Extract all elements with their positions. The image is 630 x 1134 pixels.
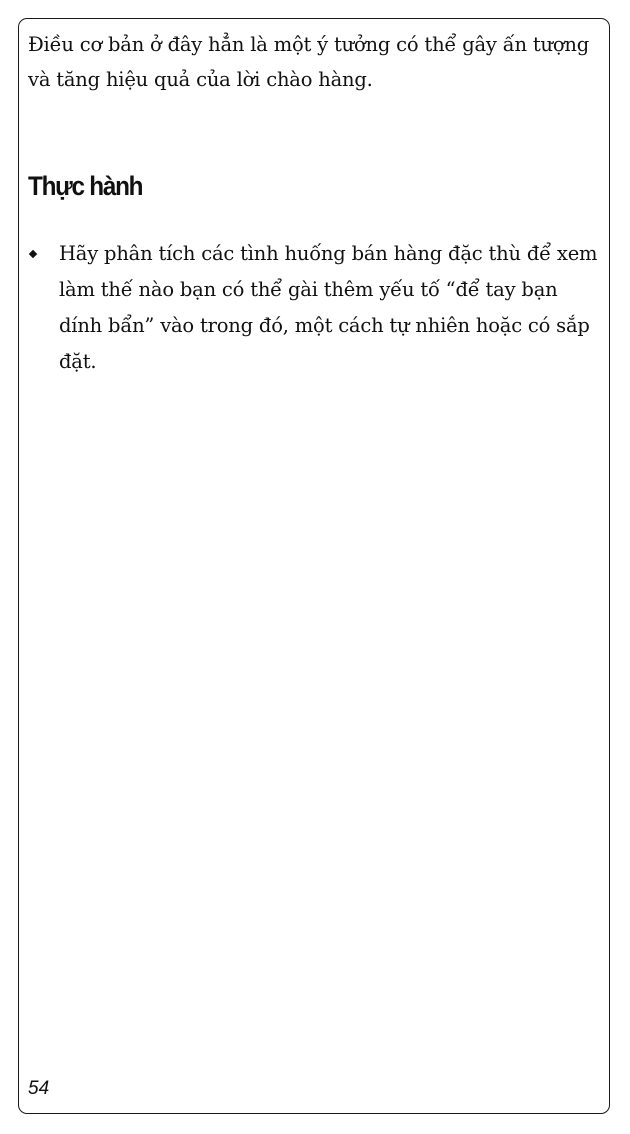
section-heading: Thực hành <box>28 171 143 201</box>
list-item-text: Hãy phân tích các tình huống bán hàng đặc thù để xem làm thế nào bạn có thể gài thêm yếu tố “để tay bạn dính bẩn” vào trong đó, một cách tự nhiên hoặc có sắp đặt. <box>59 242 598 373</box>
list-item <box>28 236 603 380</box>
practice-list <box>28 236 603 380</box>
page-number: 54 <box>28 1078 50 1099</box>
intro-paragraph: Điều cơ bản ở đây hẳn là một ý tưởng có thể gây ấn tượng và tăng hiệu quả của lời chào hàng. <box>28 33 590 91</box>
diamond-bullet-icon <box>29 250 37 258</box>
